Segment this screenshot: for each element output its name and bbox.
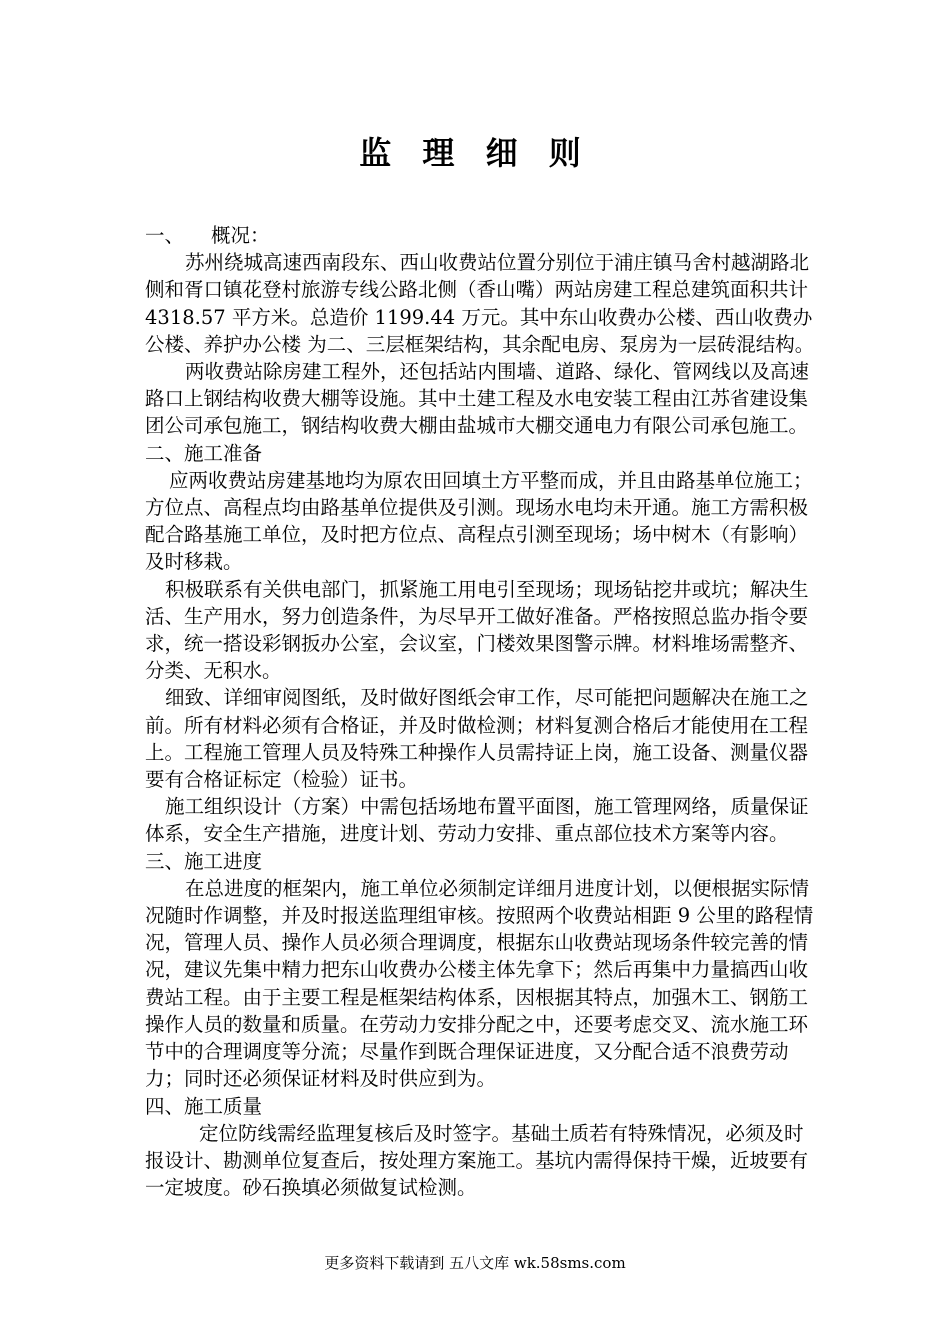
paragraph: 施工组织设计（方案）中需包括场地布置平面图，施工管理网络，质量保证体系，安全生产措施，进度计划、劳动力安排、重点部位技术方案等内容。 [145,795,809,846]
paragraph: 应两收费站房建基地均为原农田回填土方平整而成，并且由路基单位施工；方位点、高程点均由路基单位提供及引测。现场水电均未开通。施工方需积极配合路基施工单位，及时把方位点、高程点引测至现场；场中树木（有影响）及时移栽。 [145,468,813,574]
paragraph: 积极联系有关供电部门，抓紧施工用电引至现场；现场钻挖井或坑；解决生活、生产用水，努力创造条件，为尽早开工做好准备。严格按照总监办指令要求，统一搭设彩钢扳办公室，会议室，门楼效果图警示牌。材料堆场需整齐、分类、无积水。 [145,577,809,683]
section-heading-quality: 四、施工质量 [145,1094,263,1118]
paragraph: 两收费站除房建工程外，还包括站内围墙、道路、绿化、管网线以及高速路口上钢结构收费大棚等设施。其中土建工程及水电安装工程由江苏省建设集团公司承包施工，钢结构收费大棚由盐城市大棚交通电力有限公司承包施工。 [145,360,810,438]
section-heading-overview [145,222,815,249]
section-heading-text: 概况： [211,224,270,247]
section-number: 一、 [145,224,185,247]
paragraph: 在总进度的框架内，施工单位必须制定详细月进度计划，以便根据实际情况随时作调整，并及时报送监理组审核。按照两个收费站相距 9 公里的路程情况，管理人员、操作人员必须合理调度，根据东山收费站现场条件较完善的情况，建议先集中精力把东山收费办公楼主体先拿下；然后再集中力量搞西山收费站工程。由于主要工程是框架结构体系，因根据其特点，加强木工、钢筋工操作人员的数量和质量。在劳动力安排分配之中，还要考虑交叉、流水施工环节中的合理调度等分流；尽量作到既合理保证进度，又分配合适不浪费劳动力；同时还必须保证材料及时供应到为。 [145,876,814,1091]
section-heading-schedule: 三、施工进度 [145,849,263,873]
paragraph: 定位防线需经监理复核后及时签字。基础土质若有特殊情况，必须及时报设计、勘测单位复查后，按处理方案施工。基坑内需得保持干燥，近坡要有一定坡度。砂石换填必须做复试检测。 [145,1121,809,1200]
document-title: 监 理 细 则 [359,134,591,172]
section-heading-preparation: 二、施工准备 [145,441,263,465]
document-body [145,222,815,1201]
page-footer: 更多资料下载请到 五八文库 wk.58sms.com [324,1254,626,1272]
paragraph: 苏州绕城高速西南段东、西山收费站位置分别位于浦庄镇马舍村越湖路北侧和胥口镇花登村旅游专线公路北侧（香山嘴）两站房建工程总建筑面积共计 4318.57 平方米。总造价 1199.44 万元。其中东山收费办公楼、西山收费办公楼、养护办公楼 为二、三层框架结构，其余配电房、泵房为一层砖混结构。 [145,251,815,356]
paragraph: 细致、详细审阅图纸，及时做好图纸会审工作，尽可能把问题解决在施工之前。所有材料必须有合格证，并及时做检测；材料复测合格后才能使用在工程上。工程施工管理人员及特殊工种操作人员需持证上岗，施工设备、测量仪器要有合格证标定（检验）证书。 [145,686,809,792]
